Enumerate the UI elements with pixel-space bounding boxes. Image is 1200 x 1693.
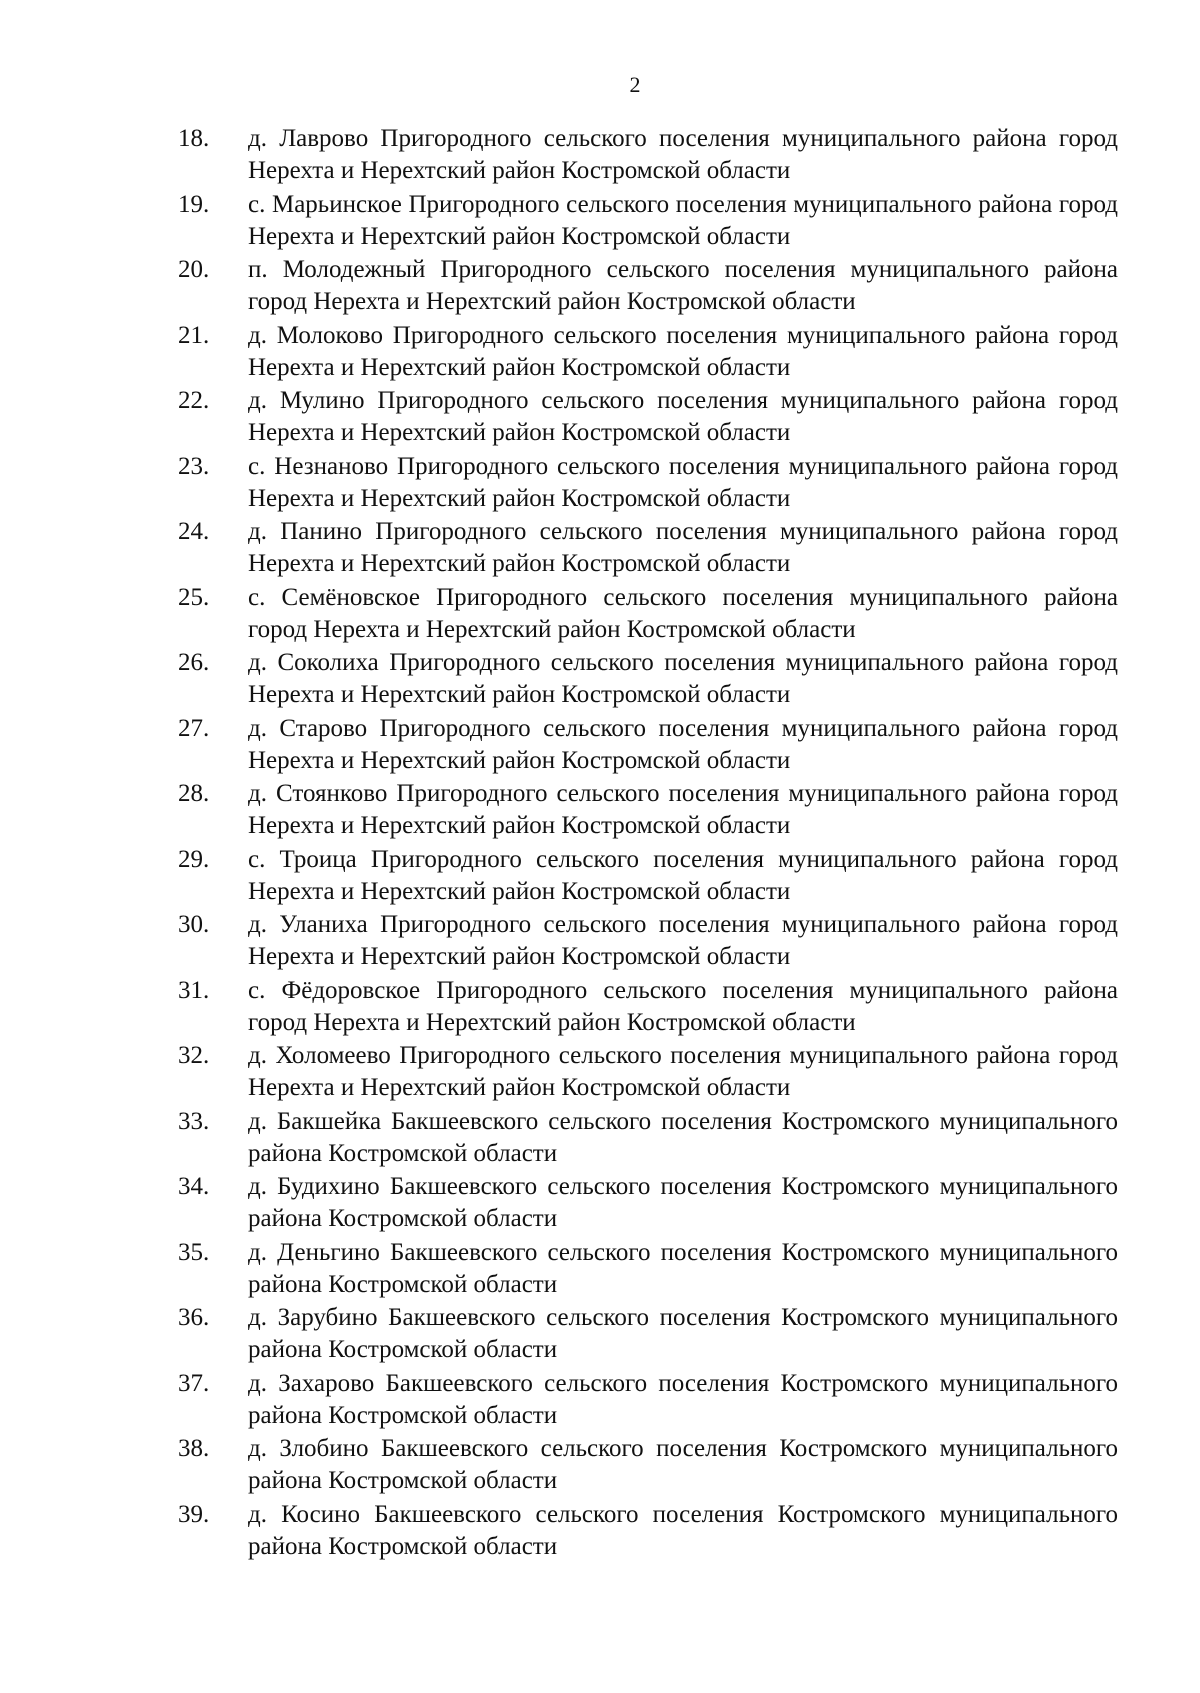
item-text: д. Соколиха Пригородного сельского поселения муниципального района город Нерехта и Нерехтский район Костромской области (248, 649, 1118, 708)
item-number: 32. (178, 1042, 210, 1069)
list-item (178, 516, 1118, 582)
item-text: д. Мулино Пригородного сельского поселения муниципального района город Нерехта и Нерехтский район Костромской области (248, 387, 1118, 446)
item-number: 21. (178, 321, 210, 349)
item-text: д. Панино Пригородного сельского поселения муниципального района город Нерехта и Нерехтский район Костромской области (248, 518, 1118, 577)
item-number: 39. (178, 1500, 210, 1528)
item-text: д. Холомеево Пригородного сельского поселения муниципального района город Нерехта и Нерехтский район Костромской области (248, 1042, 1118, 1101)
item-number: 22. (178, 387, 210, 414)
list-item (178, 713, 1118, 779)
item-number: 23. (178, 452, 210, 480)
item-number: 19. (178, 190, 210, 218)
item-text: д. Зарубино Бакшеевского сельского поселения Костромского муниципального района Костромской области (248, 1304, 1118, 1363)
item-number: 30. (178, 911, 210, 938)
item-number: 26. (178, 649, 210, 676)
page-number: 2 (629, 72, 641, 97)
list-item (178, 320, 1118, 386)
item-number: 25. (178, 583, 210, 611)
item-number: 37. (178, 1369, 210, 1397)
item-text: д. Злобино Бакшеевского сельского поселения Костромского муниципального района Костромской области (248, 1435, 1118, 1494)
list-item (178, 1368, 1118, 1434)
list-item (178, 1302, 1118, 1368)
item-number: 35. (178, 1238, 210, 1266)
list-item (178, 582, 1118, 648)
item-text: д. Будихино Бакшеевского сельского поселения Костромского муниципального района Костромской области (248, 1173, 1118, 1232)
list-item (178, 123, 1118, 189)
item-text: д. Стоянково Пригородного сельского поселения муниципального района город Нерехта и Нерехтский район Костромской области (248, 780, 1118, 839)
item-number: 28. (178, 780, 210, 807)
item-text: с. Фёдоровское Пригородного сельского поселения муниципального района город Нерехта и Нерехтский район Костромской области (248, 976, 1118, 1036)
item-text: с. Марьинское Пригородного сельского поселения муниципального района город Нерехта и Нерехтский район Костромской области (248, 190, 1118, 250)
item-number: 38. (178, 1435, 210, 1462)
item-number: 34. (178, 1173, 210, 1200)
item-text: п. Молодежный Пригородного сельского поселения муниципального района город Нерехта и Нерехтский район Костромской области (248, 256, 1118, 315)
item-text: д. Уланиха Пригородного сельского поселения муниципального района город Нерехта и Нерехтский район Костромской области (248, 911, 1118, 970)
item-text: д. Бакшейка Бакшеевского сельского поселения Костромского муниципального района Костромской области (248, 1107, 1118, 1167)
list-item (178, 647, 1118, 713)
list-item (178, 1433, 1118, 1499)
list-item (178, 254, 1118, 320)
list-item (178, 1040, 1118, 1106)
list-item (178, 1171, 1118, 1237)
list-item (178, 385, 1118, 451)
item-number: 18. (178, 125, 210, 152)
item-text: д. Деньгино Бакшеевского сельского поселения Костромского муниципального района Костромской области (248, 1238, 1118, 1298)
item-number: 24. (178, 518, 210, 545)
list-item (178, 778, 1118, 844)
list-item (178, 975, 1118, 1041)
list-item (178, 189, 1118, 255)
list-item (178, 1237, 1118, 1303)
settlement-list (178, 123, 1118, 1564)
list-item (178, 1106, 1118, 1172)
list-item (178, 1499, 1118, 1565)
item-text: д. Молоково Пригородного сельского поселения муниципального района город Нерехта и Нерехтский район Костромской области (248, 321, 1118, 381)
list-item (178, 451, 1118, 517)
list-item (178, 909, 1118, 975)
item-text: д. Захарово Бакшеевского сельского поселения Костромского муниципального района Костромской области (248, 1369, 1118, 1429)
item-text: д. Косино Бакшеевского сельского поселения Костромского муниципального района Костромской области (248, 1500, 1118, 1560)
list-item (178, 844, 1118, 910)
item-number: 20. (178, 256, 210, 283)
item-number: 33. (178, 1107, 210, 1135)
item-text: д. Лаврово Пригородного сельского поселения муниципального района город Нерехта и Нерехтский район Костромской области (248, 125, 1118, 184)
item-number: 36. (178, 1304, 210, 1331)
item-number: 27. (178, 714, 210, 742)
item-number: 29. (178, 845, 210, 873)
item-number: 31. (178, 976, 210, 1004)
item-text: с. Троица Пригородного сельского поселения муниципального района город Нерехта и Нерехтский район Костромской области (248, 845, 1118, 905)
item-text: с. Незнаново Пригородного сельского поселения муниципального района город Нерехта и Нерехтский район Костромской области (248, 452, 1118, 512)
item-text: с. Семёновское Пригородного сельского поселения муниципального района город Нерехта и Нерехтский район Костромской области (248, 583, 1118, 643)
item-text: д. Старово Пригородного сельского поселения муниципального района город Нерехта и Нерехтский район Костромской области (248, 714, 1118, 774)
